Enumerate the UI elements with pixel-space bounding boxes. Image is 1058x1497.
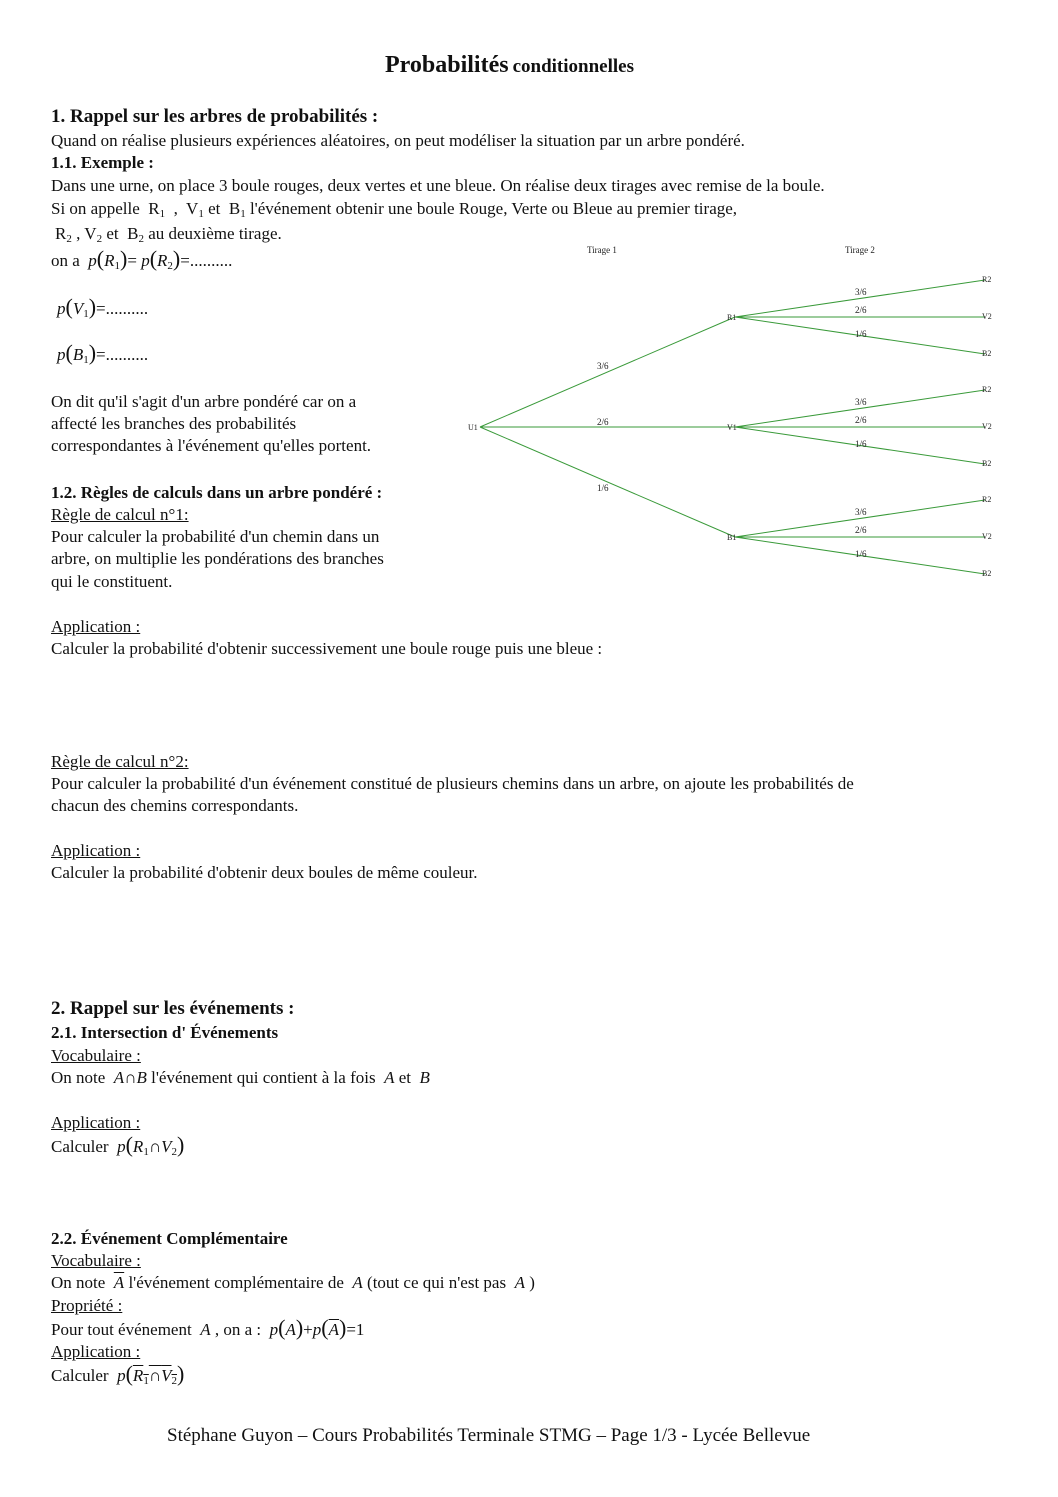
intersection-def: On note A∩B l'événement qui contient à la fois A et B [51,1068,430,1087]
section-1-intro: Quand on réalise plusieurs expériences aléatoires, on peut modéliser la situation par un arbre pondéré. [51,131,745,150]
page-footer: Stéphane Guyon – Cours Probabilités Terminale STMG – Page 1/3 - Lycée Bellevue [167,1425,811,1446]
rule-1-line-3: qui le constituent. [51,572,173,591]
rule-2-line-2: chacun des chemins correspondants. [51,796,299,815]
tree-branch-level-1 [480,317,735,427]
application-4-label: Application : [51,1342,141,1361]
application-2-text: Calculer la probabilité d'obtenir deux boules de même couleur. [51,863,478,882]
example-line-2: Si on appelle $R_1$ , $V_1$ et $B_1$ l'événement obtenir une boule Rouge, Verte ou Bleue au premier tirage, [51,199,738,220]
formula-pR: on a $p(R_1)= p(R_2)=$.......... [51,246,233,272]
tree-stage-1-label: Tirage 1 [587,245,617,255]
tree-leaf-label: V2 [982,312,992,321]
tree-prob-level-2: 3/6 [855,507,867,517]
complement-heading: 2.2. Événement Complémentaire [51,1229,288,1248]
complement-def: On note $\overline{A}$ l'événement complémentaire de A (tout ce qui n'est pas A ) [51,1273,535,1292]
tree-prob-level-1: 2/6 [597,417,609,427]
vocab-2-label: Vocabulaire : [51,1251,141,1270]
calc-intersection: Calculer $p(R_1\cap V_2)$ [51,1132,185,1158]
property-label: Propriété : [51,1296,123,1315]
example-line-2-a: Si on appelle [51,199,140,218]
tree-node-level-1: V1 [727,423,737,432]
application-3-label: Application : [51,1113,141,1132]
example-line-3-b: au deuxième tirage. [148,224,282,243]
tree-leaf-label: B2 [982,459,992,468]
probability-tree [0,0,1058,620]
section-1-heading: 1. Rappel sur les arbres de probabilités : [51,106,379,127]
rule-2-title: Règle de calcul n°2: [51,752,189,771]
tree-root-label: U1 [468,423,478,432]
tree-node-level-1: B1 [727,533,737,542]
title-main: Probabilités [385,52,509,78]
example-line-2-b: l'événement obtenir une boule Rouge, Verte ou Bleue au premier tirage, [249,199,738,218]
tree-leaf-label: B2 [982,569,992,578]
example-heading: 1.1. Exemple : [51,153,154,172]
tree-prob-level-1: 1/6 [597,483,609,493]
tree-stage-2-label: Tirage 2 [845,245,875,255]
rule-1-title: Règle de calcul n°1: [51,505,189,524]
tree-branch-level-1 [480,427,735,537]
tree-explain-1: On dit qu'il s'agit d'un arbre pondéré car on a [51,392,357,411]
rules-heading: 1.2. Règles de calculs dans un arbre pondéré : [51,483,383,502]
tree-prob-level-2: 2/6 [855,525,867,535]
tree-leaf-label: R2 [982,385,992,394]
title-sub: conditionnelles [512,56,634,77]
tree-leaf-label: R2 [982,495,992,504]
tree-leaf-label: B2 [982,349,992,358]
property-formula: Pour tout événement A , on a : $p(A)+p(\overline{A})=1$ [51,1315,365,1340]
tree-prob-level-2: 3/6 [855,397,867,407]
vocab-1-label: Vocabulaire : [51,1046,141,1065]
example-line-3: $R_2$ , $V_2$ et $B_2$ au deuxième tirage. [55,224,282,245]
tree-prob-level-1: 3/6 [597,361,609,371]
section-2-heading: 2. Rappel sur les événements : [51,998,295,1019]
example-line-1: Dans une urne, on place 3 boule rouges, deux vertes et une bleue. On réalise deux tirages avec remise de la boule. [51,176,825,195]
tree-leaf-label: V2 [982,422,992,431]
rule-1-line-2: arbre, on multiplie les pondérations des branches [51,549,384,568]
application-1-label: Application : [51,617,141,636]
tree-prob-level-2: 1/6 [855,439,867,449]
formula-pV: $p(V_1)=$.......... [57,294,149,320]
rule-2-line-1: Pour calculer la probabilité d'un événement constitué de plusieurs chemins dans un arbre, on ajoute les probabilités de [51,774,854,793]
formula-pB: $p(B_1)=$.......... [57,340,149,366]
tree-explain-3: correspondantes à l'événement qu'elles portent. [51,436,372,455]
calc-complement: Calculer $p(R_1\cap V_2)$ [51,1361,185,1387]
tree-prob-level-2: 3/6 [855,287,867,297]
rule-1-line-1: Pour calculer la probabilité d'un chemin dans un [51,527,380,546]
intersection-heading: 2.1. Intersection d' Événements [51,1023,279,1042]
application-2-label: Application : [51,841,141,860]
tree-leaf-label: V2 [982,532,992,541]
tree-node-level-1: R1 [727,313,737,322]
tree-prob-level-2: 2/6 [855,415,867,425]
tree-explain-2: affecté les branches des probabilités [51,414,297,433]
tree-leaf-label: R2 [982,275,992,284]
tree-prob-level-2: 2/6 [855,305,867,315]
tree-prob-level-2: 1/6 [855,329,867,339]
tree-prob-level-2: 1/6 [855,549,867,559]
application-1-text: Calculer la probabilité d'obtenir successivement une boule rouge puis une bleue : [51,639,603,658]
